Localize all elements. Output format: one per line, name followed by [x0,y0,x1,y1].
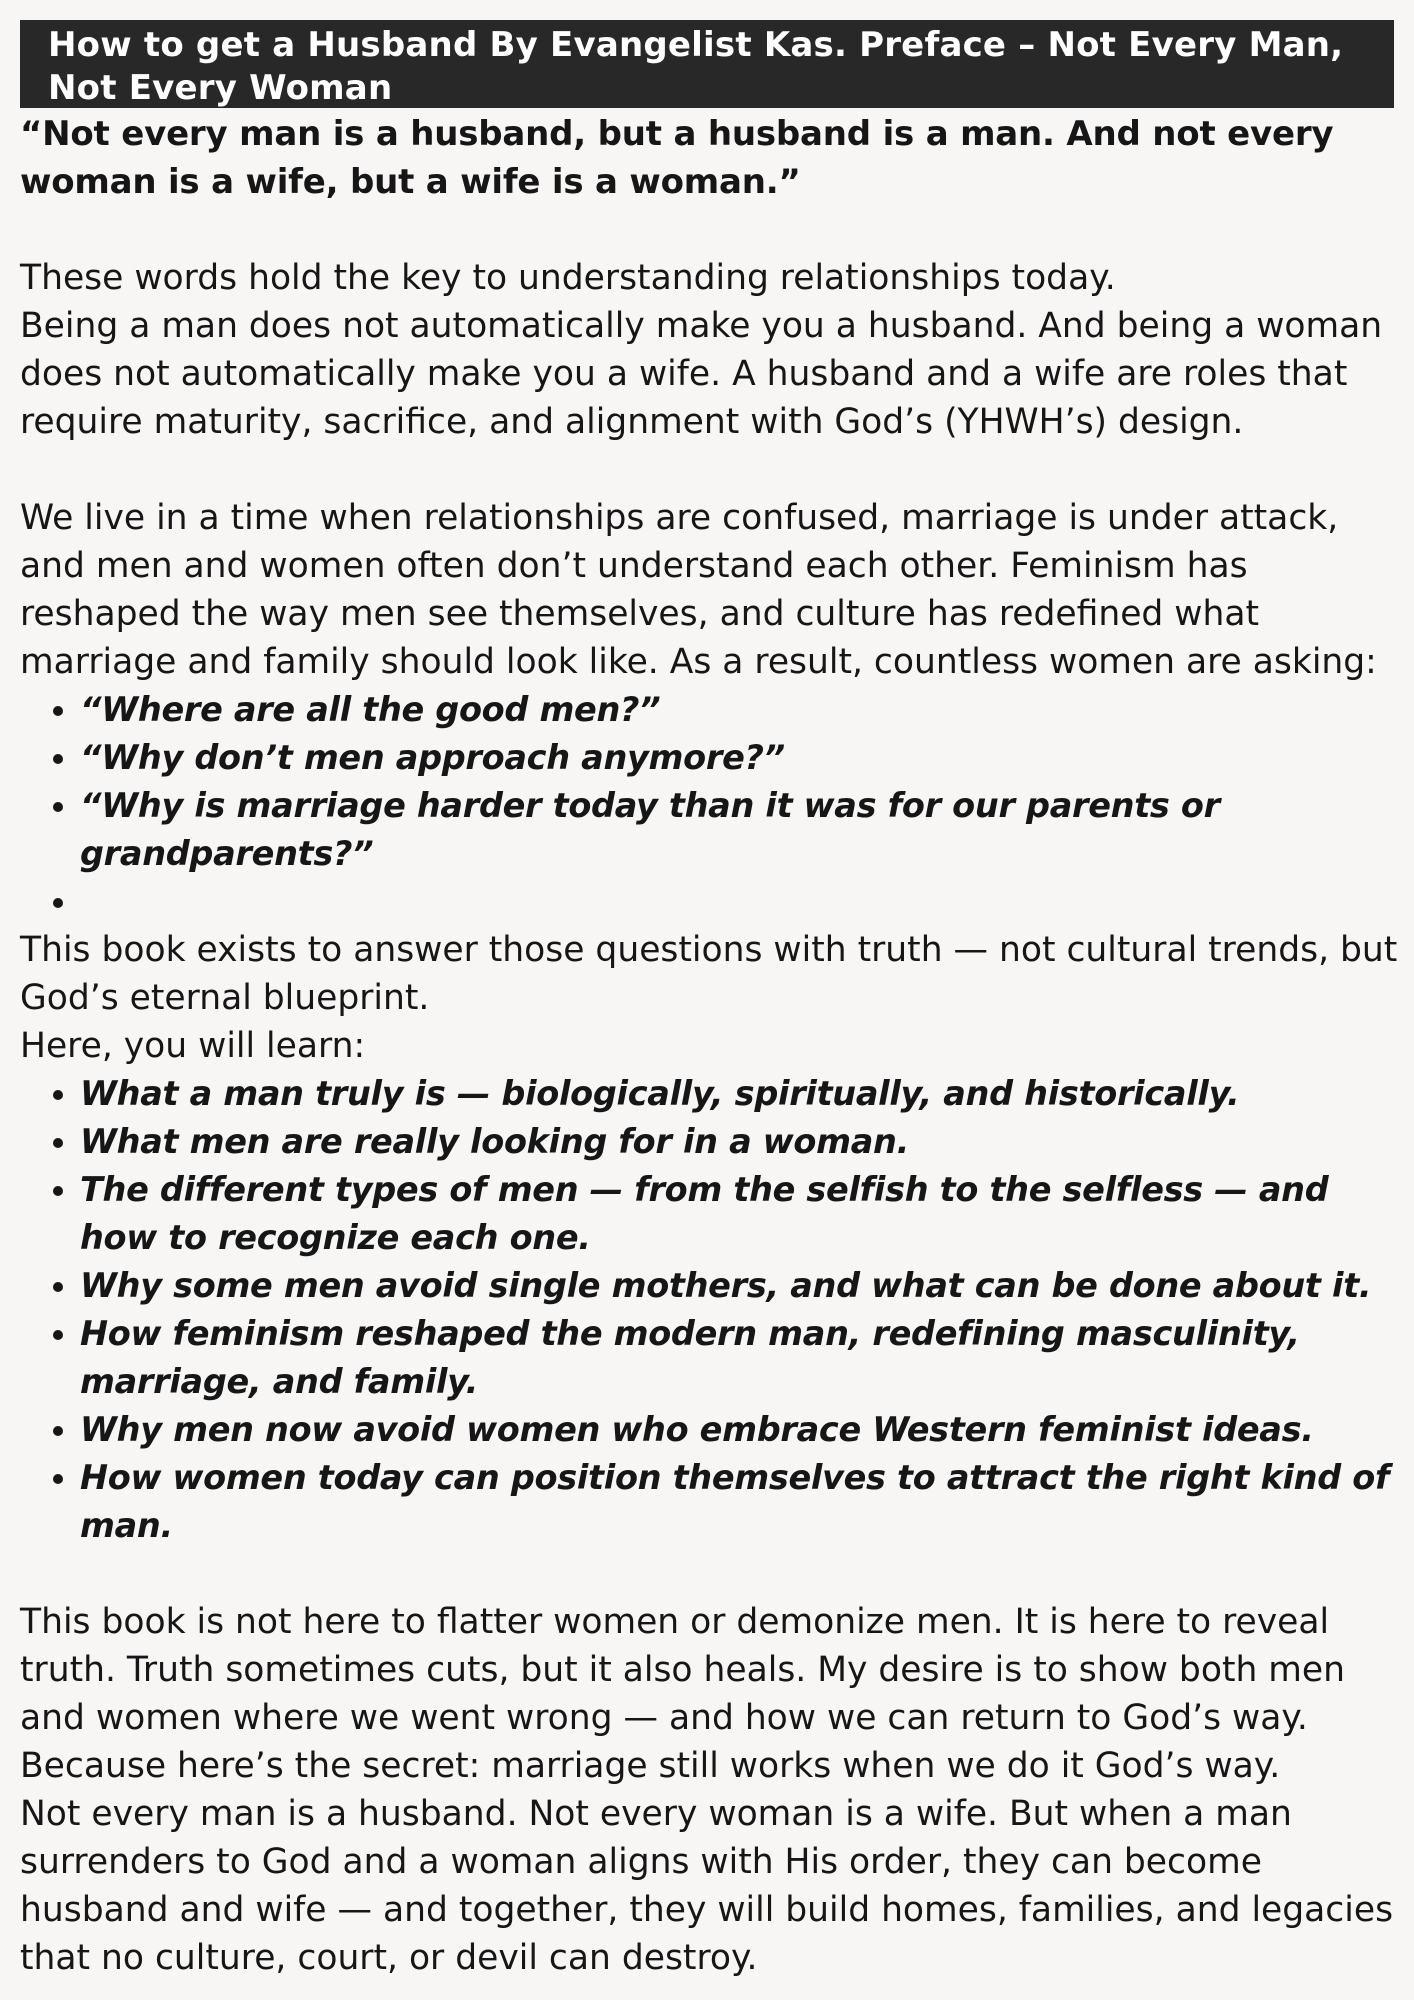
list-item-empty [80,878,1400,926]
title-banner [20,20,1394,108]
list-item-question: • “Where are all the good men?” [80,686,1400,734]
paragraph-closing: Not every man is a husband. Not every woman is a wife. But when a man surrenders to God and a woman aligns with His order, they can become husband and wife — and together, they will build homes, families, and legacies that no culture, court, or devil can destroy. [20,1794,1394,1978]
paragraph-spacer [20,446,1400,494]
questions-list [20,686,1400,926]
document-body [20,110,1400,1982]
list-item-learn: • Why some men avoid single mothers, and what can be done about it. [80,1262,1400,1310]
paragraph-spacer [20,1550,1400,1598]
list-item-question: • “Why is marriage harder today than it was for our parents or grandparents?” [80,782,1400,878]
paragraph-secret: Because here’s the secret: marriage still works when we do it God’s way. [20,1746,1281,1786]
list-item-learn: • The different types of men — from the selfish to the selfless — and how to recognize each one. [80,1166,1400,1262]
paragraph-truth: This book is not here to flatter women or demonize men. It is here to reveal truth. Truth sometimes cuts, but it also heals. My desire is to show both men and women where we went wrong — and how we can return to God’s way. [20,1602,1345,1738]
list-item-learn: • How feminism reshaped the modern man, redefining masculinity, marriage, and family. [80,1310,1400,1406]
list-item-question: • “Why don’t men approach anymore?” [80,734,1400,782]
learn-intro: Here, you will learn: [20,1026,366,1066]
paragraph-context: We live in a time when relationships are confused, marriage is under attack, and men and women often don’t understand each other. Feminism has reshaped the way men see themselves, and culture has redefined what marriage and family should look like. As a result, countless women are asking: [20,498,1377,682]
paragraph-intro-line: These words hold the key to understanding relationships today. [20,258,1116,298]
list-item-learn: • What men are really looking for in a woman. [80,1118,1400,1166]
list-item-learn: • How women today can position themselves to attract the right kind of man. [80,1454,1400,1550]
opening-quote: “Not every man is a husband, but a husband is a man. And not every woman is a wife, but a wife is a woman.” [20,114,1334,202]
paragraph-purpose: This book exists to answer those questions with truth — not cultural trends, but God’s eternal blueprint. [20,930,1398,1018]
list-item-learn: • What a man truly is — biologically, spiritually, and historically. [80,1070,1400,1118]
list-item-learn: • Why men now avoid women who embrace Western feminist ideas. [80,1406,1400,1454]
paragraph-roles: Being a man does not automatically make you a husband. And being a woman does not automatically make you a wife. A husband and a wife are roles that require maturity, sacrifice, and alignment with God’s (YHWH’s) design. [20,306,1383,442]
paragraph-spacer [20,206,1400,254]
page-title: How to get a Husband By Evangelist Kas. Preface – Not Every Man, Not Every Woman [48,25,1344,108]
learn-list [20,1070,1400,1550]
